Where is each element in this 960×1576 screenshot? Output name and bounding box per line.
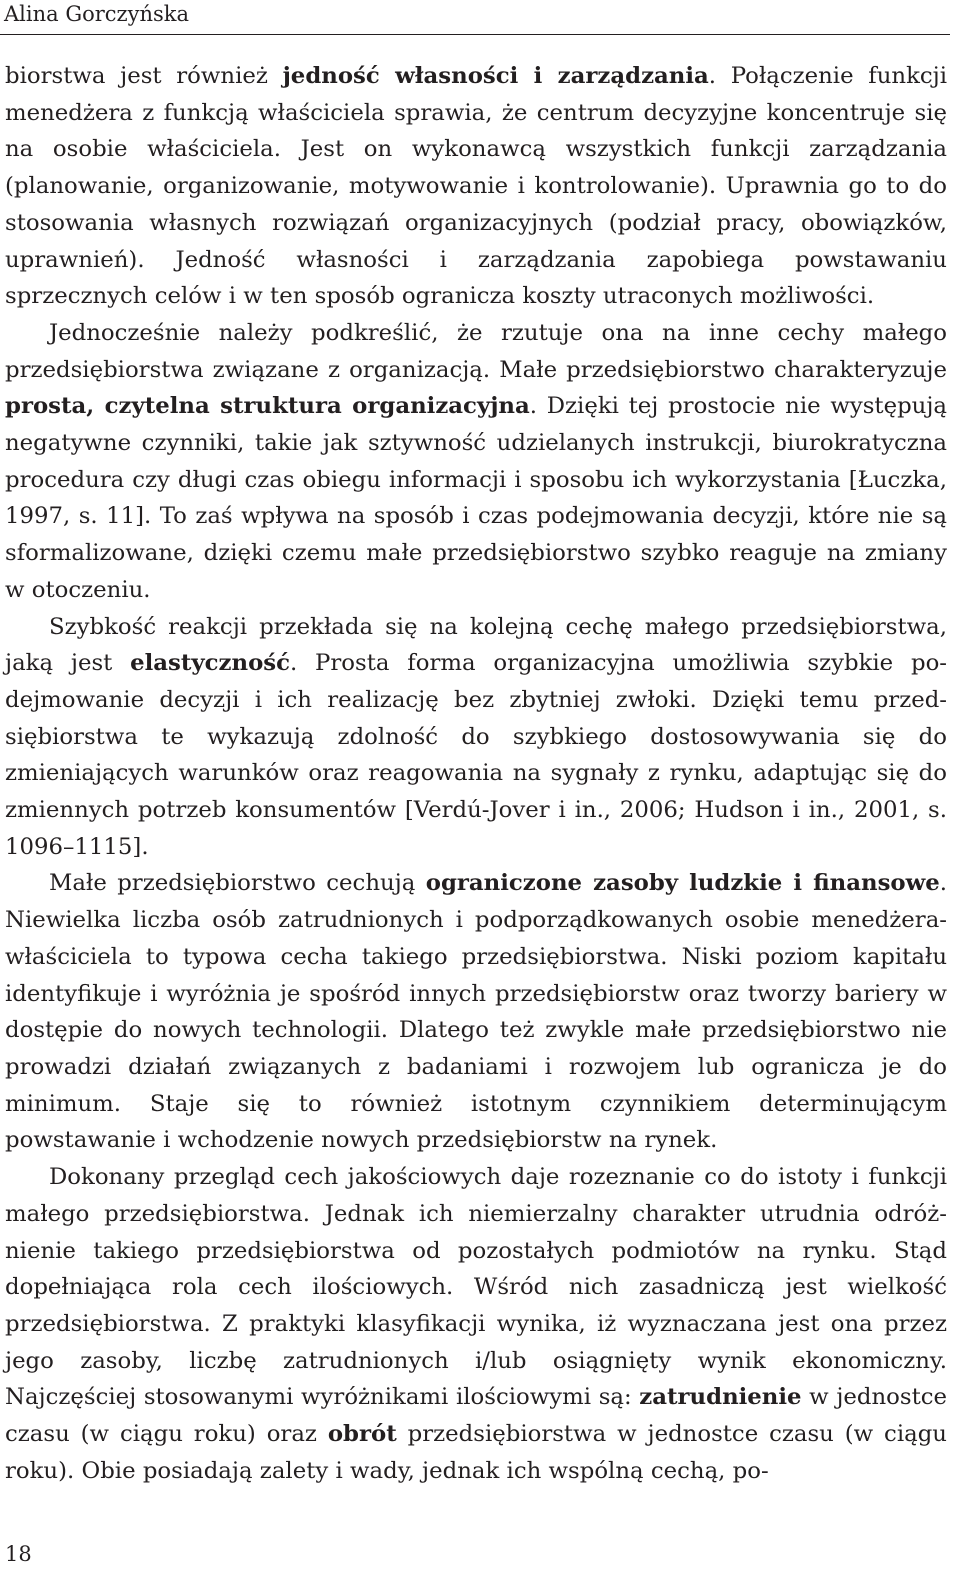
paragraph-5 xyxy=(5,1159,947,1489)
running-header-author: Alina Gorczyńska xyxy=(4,2,190,26)
bold-phrase: zatrudnienie xyxy=(639,1384,802,1411)
header-rule xyxy=(0,34,950,35)
bold-phrase: jedność własności i zarządzania xyxy=(282,63,709,89)
bold-phrase: elastyczność xyxy=(130,650,290,677)
bold-phrase: prosta, czytelna struktura organizacyjna xyxy=(5,393,530,420)
text-run: . Dzięki tej prostocie nie występują negatywne czynniki, takie jak sztywność udzielanych instrukcji, biurokratyczna procedura czy długi czas obiegu informacji i sposobu ich wykorzystania [Łuczka, 1997, s. 11]. To zaś wpływa na sposób i czas podejmowania decyzji, które nie są sformalizowane, dzięki czemu małe przedsiębiorstwo szybko reaguje na zmiany w otoczeniu. xyxy=(5,393,947,603)
text-run: Szybkość reakcji przekłada się na kolejną cechę małego przedsiębiorstwa, jaką jest xyxy=(5,613,947,677)
text-body xyxy=(5,58,947,1489)
paragraph-2 xyxy=(5,315,947,609)
page-number: 18 xyxy=(5,1542,32,1566)
text-run: . Połączenie funkcji menedżera z funkcją właściciela sprawia, że centrum decyzyjne koncentruje się na osobie właściciela. Jest on wykonawcą wszystkich funkcji zarządzania (planowanie, organizowanie, motywowanie i kontrolowanie). Uprawnia go to do stosowania własnych rozwiązań organizacyjnych (podział pracy, obowiązków, uprawnień). Jedność własności i zarządzania zapobiega powstawaniu sprzecznych celów i w ten sposób ogranicza koszty utraconych możliwości. xyxy=(5,63,948,310)
text-run: Jednocześnie należy podkreślić, że rzutuje ona na inne cechy małego przedsiębiorstwa związane z organizacją. Małe przedsiębiorstwo charakteryzuje xyxy=(5,319,947,383)
text-run: . Prosta forma organizacyjna umożliwia szybkie podejmowanie decyzji i ich realizację bez zbytniej zwłoki. Dzięki temu przedsiębiorstwa te wykazują zdolność do szybkiego dostosowywania się do zmieniających warunków oraz reagowania na sygnały z rynku, adaptując się do zmiennych potrzeb konsumentów [Verdú-Jover i in., 2006; Hudson i in., 2001, s. 1096–1115]. xyxy=(5,650,947,860)
paragraph-1 xyxy=(5,58,947,315)
text-run: w jednostce czasu (w ciągu roku) oraz xyxy=(5,1384,947,1448)
paragraph-3 xyxy=(5,609,947,866)
text-run: . Niewielka liczba osób zatrudnionych i podporządkowanych osobie menedżera-właściciela to typowa cecha takiego przedsiębiorstwa. Niski poziom kapitału identyfikuje i wyróżnia je spośród innych przedsiębiorstw oraz tworzy bariery w dostępie do nowych technologii. Dlatego też zwykle małe przedsiębiorstwo nie prowadzi działań związanych z badaniami i rozwojem lub ogranicza je do minimum. Staje się to również istotnym czynnikiem determinującym powstawanie i wchodzenie nowych przedsiębiorstw na rynek. xyxy=(5,870,947,1154)
text-run: Małe przedsiębiorstwo cechują xyxy=(49,870,426,897)
bold-phrase: ograniczone zasoby ludzkie i finansowe xyxy=(425,870,940,897)
text-run: biorstwa jest również xyxy=(5,63,283,89)
bold-phrase: obrót xyxy=(327,1421,397,1448)
text-run: przedsiębiorstwa w jednostce czasu (w ciągu roku). Obie posiadają zalety i wady, jednak ich wspólną cechą, po- xyxy=(5,1421,947,1484)
text-run: Dokonany przegląd cech jakościowych daje rozeznanie co do istoty i funkcji małego przedsiębiorstwa. Jednak ich niemierzalny charakter utrudnia odróżnienie takiego przedsiębiorstwa od pozostałych podmiotów na rynku. Stąd dopełniająca rola cech ilościowych. Wśród nich zasadniczą jest wielkość przedsiębiorstwa. Z praktyki klasyfikacji wynika, iż wyznaczana jest ona przez jego zasoby, liczbę zatrudnionych i/lub osiągnięty wynik ekonomiczny. Najczęściej stosowanymi wyróżnikami ilościowymi są: xyxy=(5,1164,947,1411)
paragraph-4 xyxy=(5,865,947,1159)
